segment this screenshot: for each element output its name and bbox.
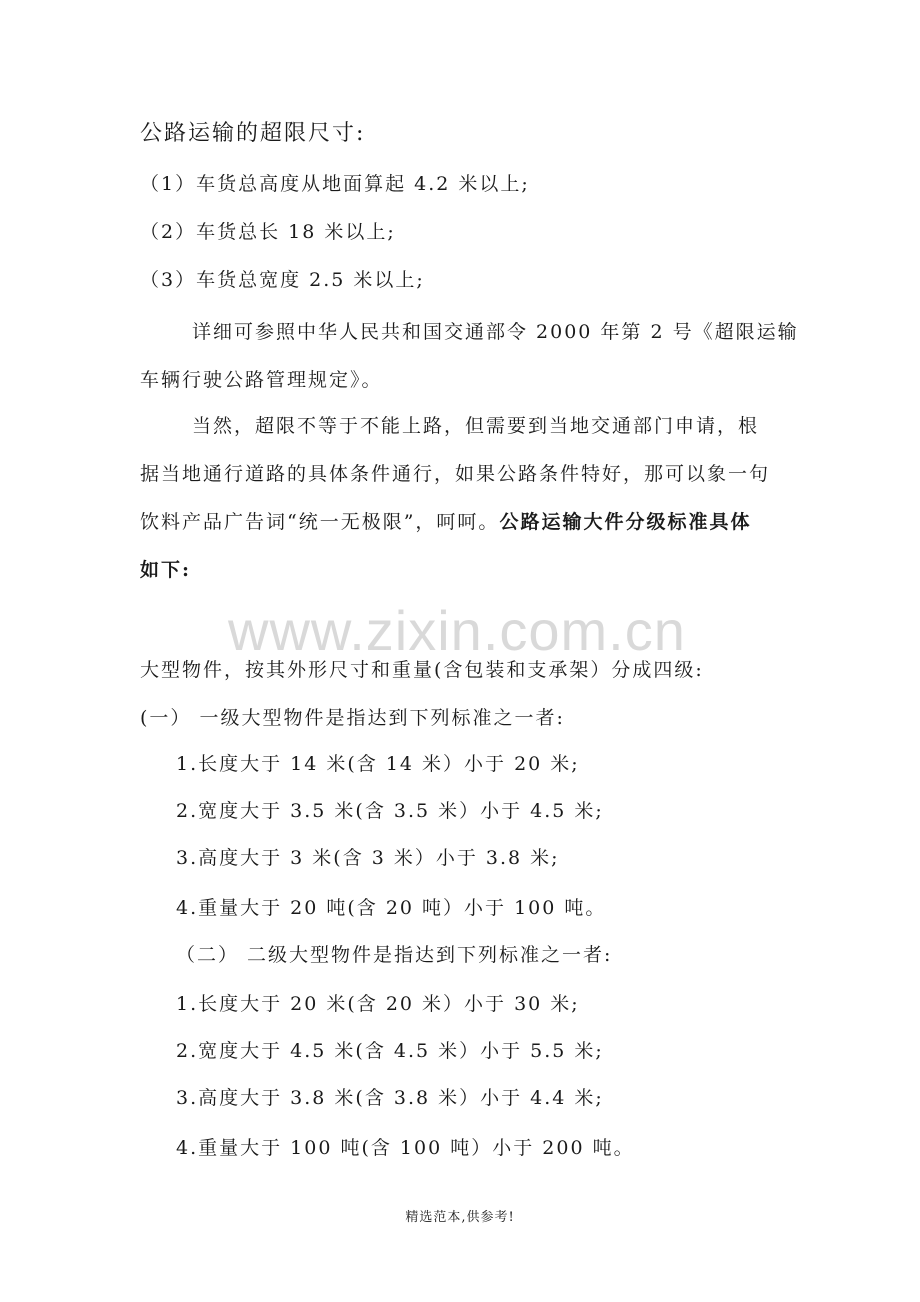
level1-item: 2.宽度大于 3.5 米(含 3.5 米）小于 4.5 米;: [176, 800, 604, 822]
level2-item: 2.宽度大于 4.5 米(含 4.5 米）小于 5.5 米;: [176, 1040, 604, 1062]
level1-item: 1.长度大于 14 米(含 14 米）小于 20 米;: [176, 753, 580, 775]
bold-heading-text: 如下:: [140, 559, 192, 581]
limit-item-width: （3）车货总宽度 2.5 米以上;: [140, 269, 425, 291]
level2-item: 4.重量大于 100 吨(含 100 吨）小于 200 吨。: [176, 1137, 635, 1159]
level2-heading: （二） 二级大型物件是指达到下列标准之一者:: [176, 944, 613, 966]
page-footer: 精选范本,供参考!: [405, 1210, 515, 1225]
level2-item: 3.高度大于 3.8 米(含 3.8 米）小于 4.4 米;: [176, 1087, 604, 1109]
level1-item: 4.重量大于 20 吨(含 20 吨）小于 100 吨。: [176, 897, 607, 919]
note-para-line: 当然，超限不等于不能上路，但需要到当地交通部门申请，根: [192, 415, 760, 437]
limit-item-length: （2）车货总长 18 米以上;: [140, 221, 396, 243]
limit-item-height: （1）车货总高度从地面算起 4.2 米以上;: [140, 173, 530, 195]
watermark: www.zixin.com.cn: [228, 599, 686, 662]
classification-intro: 大型物件，按其外形尺寸和重量(含包装和支承架）分成四级:: [140, 659, 704, 681]
level1-heading: (一） 一级大型物件是指达到下列标准之一者:: [140, 707, 565, 729]
level2-item: 1.长度大于 20 米(含 20 米）小于 30 米;: [176, 993, 580, 1015]
note-para-line: [140, 510, 751, 534]
regulation-para-line: 详细可参照中华人民共和国交通部令 2000 年第 2 号《超限运输: [192, 321, 799, 343]
note-text: 饮料产品广告词“统一无极限”，呵呵。: [140, 511, 500, 533]
regulation-para-line: 车辆行驶公路管理规定》。: [140, 369, 383, 391]
bold-heading-text: 公路运输大件分级标准具体: [499, 511, 752, 533]
section-title: 公路运输的超限尺寸:: [140, 121, 366, 146]
note-para-line: 据当地通行道路的具体条件通行，如果公路条件特好，那可以象一句: [140, 463, 771, 485]
level1-item: 3.高度大于 3 米(含 3 米）小于 3.8 米;: [176, 847, 560, 869]
